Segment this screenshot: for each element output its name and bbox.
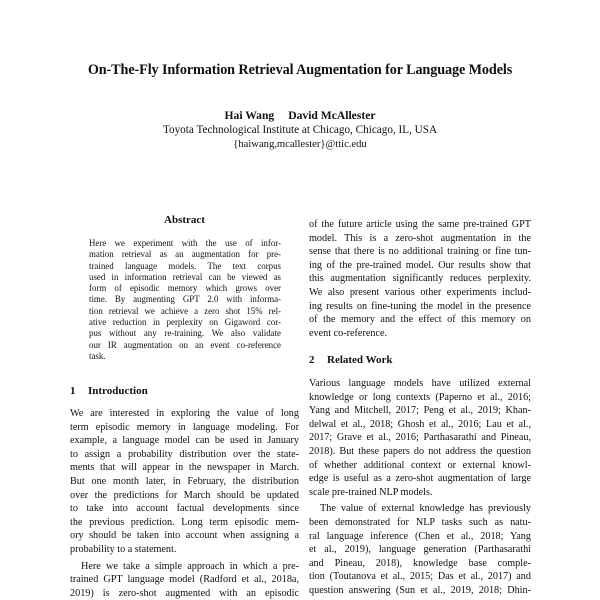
text-line: ing of the pre-trained model. Our results show that xyxy=(309,259,531,271)
text-line: et al., 2019), language generation (Parthasarathi xyxy=(309,544,531,556)
text-line: ments that will appear in the newspaper in March. xyxy=(70,462,299,474)
text-line: Here we take a simple approach in which a pre- xyxy=(81,560,299,572)
author-name: David McAllester xyxy=(288,109,376,122)
section-heading-related-work xyxy=(309,354,393,366)
paper-title: On-The-Fly Information Retrieval Augmentation for Language Models xyxy=(87,62,513,78)
text-line: event co-reference. xyxy=(309,327,388,339)
intro-continuation xyxy=(309,218,531,340)
section-title: Related Work xyxy=(327,354,393,366)
section-heading-introduction xyxy=(70,385,148,397)
text-line: ory should be taken into account when assigning a xyxy=(70,530,299,542)
text-line: Various language models have utilized external xyxy=(309,378,531,389)
text-line: of the future article using the same pre-trained GPT xyxy=(309,219,531,230)
text-line: trained language models. The text corpus xyxy=(89,260,281,271)
text-line: 2017; Grave et al., 2016; Parthasarathi and Pineau, xyxy=(309,432,531,444)
text-line: time. By augmenting GPT 2.0 with informa- xyxy=(89,294,281,305)
text-line: task. xyxy=(89,350,106,361)
text-line: of whether additional context or external knowl- xyxy=(309,459,531,471)
text-line: mation retrieval as an augmentation for pre- xyxy=(89,249,281,260)
text-line: and Pineau, 2018), knowledge base comple- xyxy=(309,557,531,569)
affiliation: Toyota Technological Institute at Chicago, Chicago, IL, USA xyxy=(162,124,438,136)
text-line: But one month later, in February, the distribution xyxy=(70,475,299,487)
author-name: Hai Wang xyxy=(224,109,275,122)
text-line: this augmentation significantly reduces perplexity. xyxy=(309,273,531,285)
text-line: sense that there is no additional training or fine tun- xyxy=(309,246,531,258)
abstract-heading: Abstract xyxy=(164,214,205,226)
text-line: 2019) is zero-shot augmented with an episodic xyxy=(70,587,299,599)
author-email: {haiwang,mcallester}@ttic.edu xyxy=(233,139,367,150)
text-line: probability to a statement. xyxy=(70,543,177,555)
text-line: form of episodic memory which grows over xyxy=(89,283,281,294)
text-line: of the memory and the effect of this memory on xyxy=(309,314,531,326)
text-line: We also present various other experiments includ- xyxy=(309,286,531,298)
text-line: knowledge or long contexts (Paperno et al., 2016; xyxy=(309,391,531,403)
text-line: pus without any re-training. We also validate xyxy=(89,328,281,339)
text-line: delwal et al., 2018; Ghosh et al., 2016; Lau et al., xyxy=(309,418,531,430)
section-number: 1 xyxy=(70,385,76,397)
text-line: ing results on fine-tuning the model in the presence xyxy=(309,300,531,312)
text-line: ative reduction in perplexity on Gigaword cor- xyxy=(89,317,281,328)
text-line: over the predictions for March should be updated xyxy=(70,489,299,501)
text-line: tion retrieval we achieve a zero shot 15% rel- xyxy=(89,305,281,316)
introduction-body xyxy=(70,407,299,600)
text-line: Yang and Mitchell, 2017; Peng et al., 2019; Khan- xyxy=(309,405,531,417)
text-line: example, a language model can be used in January xyxy=(70,435,299,447)
text-line: We are interested in exploring the value of long xyxy=(70,408,299,419)
related-work-body xyxy=(309,377,531,598)
text-line: The value of external knowledge has previously xyxy=(320,503,531,515)
text-line: ral language inference (Chen et al., 2018; Yang xyxy=(309,530,531,542)
text-line: tion (Toutanova et al., 2015; Das et al., 2017) and xyxy=(309,571,531,583)
text-line: the previous prediction. Long term episodic mem- xyxy=(70,516,299,528)
author-list xyxy=(0,109,600,122)
abstract-body xyxy=(89,238,281,362)
text-line: term episodic memory in language modeling. For xyxy=(70,421,299,433)
text-line: question answering (Sun et al., 2019, 2018; Dhin- xyxy=(309,584,531,596)
text-line: edge is useful as a zero-shot augmentation of large xyxy=(309,473,531,485)
section-number: 2 xyxy=(309,354,315,366)
text-line: to take into account factual developments since xyxy=(70,503,299,515)
text-line: Here we experiment with the use of infor- xyxy=(89,238,281,248)
text-line: scale pre-trained NLP models. xyxy=(309,486,433,498)
text-line: to assign a probability distribution over the state- xyxy=(70,448,299,460)
text-line: trained GPT language model (Radford et al., 2018a, xyxy=(70,574,299,586)
text-line: been demonstrated for NLP tasks such as natu- xyxy=(309,516,531,528)
section-title: Introduction xyxy=(88,385,148,397)
text-line: 2018). But these papers do not address the question xyxy=(309,445,531,457)
text-line: used in information retrieval can be viewed as xyxy=(89,271,281,282)
text-line: our IR augmentation on an event co-reference xyxy=(89,339,281,350)
text-line: model. This is a zero-shot augmentation in the xyxy=(309,232,531,244)
